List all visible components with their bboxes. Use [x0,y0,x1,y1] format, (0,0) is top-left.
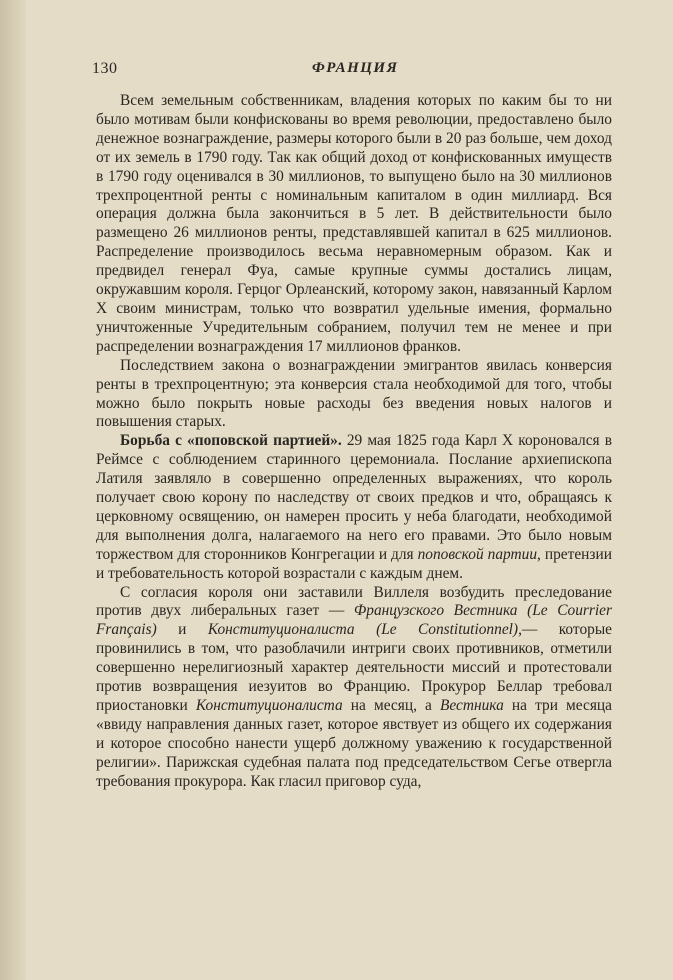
paragraph-4-text-c: ,— которые провинились в том, что разоблачили интриги своих противников, отметили совершенно нерелигиозный характер деятельности миссий и протестовали против возвращения иезуитов во Францию. Прокурор Беллар требовал приостановки [96,621,613,714]
paragraph-1: Всем земельным собственникам, владения которых по каким бы то ни было мотивам были конфискованы во время революции, предоставлено было денежное вознаграждение, размеры которого были в 20 раз больше, чем доход от их земель в 1790 году. Так как общий доход от конфискованных имуществ в 1790 году оценивался в 30 миллионов, то выпущено было на 30 миллионов трехпроцентной ренты с номинальным капиталом в один миллиард. Вся операция должна была закончиться в 5 лет. В действительности было размещено 26 миллионов ренты, представлявшей капитал в 625 миллионов. Распределение производилось весьма неравномерным образом. Как и предвидел генерал Фуа, самые крупные суммы достались лицам, окружавшим короля. Герцог Орлеанский, которому закон, навязанный Карлом X своим министрам, только что возвратил удельные имения, формально уничтоженные Учредительным собранием, получил тем не менее и при распределении вознаграждения 17 миллионов франков. [96,92,612,355]
paragraph-4-text-b: и [156,621,208,639]
page-number: 130 [92,60,118,77]
paragraph-3-italic: поповской партии [417,545,538,563]
paragraph-4-text-d: на месяц, а [342,697,440,714]
paragraph-2: Последствием закона о вознаграждении эмигрантов явилась конверсия ренты в трехпроцентную; эта конверсия стала необходимой для того, чтобы можно было покрыть новые расходы без введения новых налогов и повышения старых. [96,356,612,431]
paragraph-4 [96,584,612,792]
newspaper-courrier: Французского Вестника (Le Courrier Français) [96,602,612,639]
page-binding-shadow [0,0,26,980]
paragraph-3 [96,432,612,583]
paragraph-3-text-a: 29 мая 1825 года Карл X короновался в Реймсе с соблюдением старинного церемониала. Послание архиепископа Латиля заявляло в совершенно определенных выражениях, что король получает свою корону по наследству от своих предков и что, обращаясь к церковному освящению, он намерен просить у неба благодати, необходимой для выполнения долга, налагаемого на него его правами. Это было новым торжеством для сторонников Конгрегации и для [96,432,613,563]
section-heading: Борьба с «поповской партией». [120,432,342,450]
paragraph-3-text-b: , претензии и требовательность которой возрастали с каждым днем. [96,545,612,582]
newspaper-vestnik-short: Вестника [439,697,504,714]
newspaper-constitutionnel: Конституционалиста (Le Constitutionnel) [207,621,519,639]
paragraph-4-text-a: С согласия короля они заставили Виллеля возбудить преследование против двух либеральных газет — [96,583,612,620]
page-header [92,60,608,84]
newspaper-constitutionnel-short: Конституционалиста [195,697,343,714]
paragraph-4-text-e: на три месяца «ввиду направления данных газет, которое явствует из общего их содержания и которое способно нанести ущерб должному уважению к государственной религии». Парижская судебная палата под председательством Сегье отвергла требования прокурора. Как гласил приговор суда, [96,697,612,790]
body-text [96,92,612,792]
running-title: ФРАНЦИЯ [312,60,399,76]
